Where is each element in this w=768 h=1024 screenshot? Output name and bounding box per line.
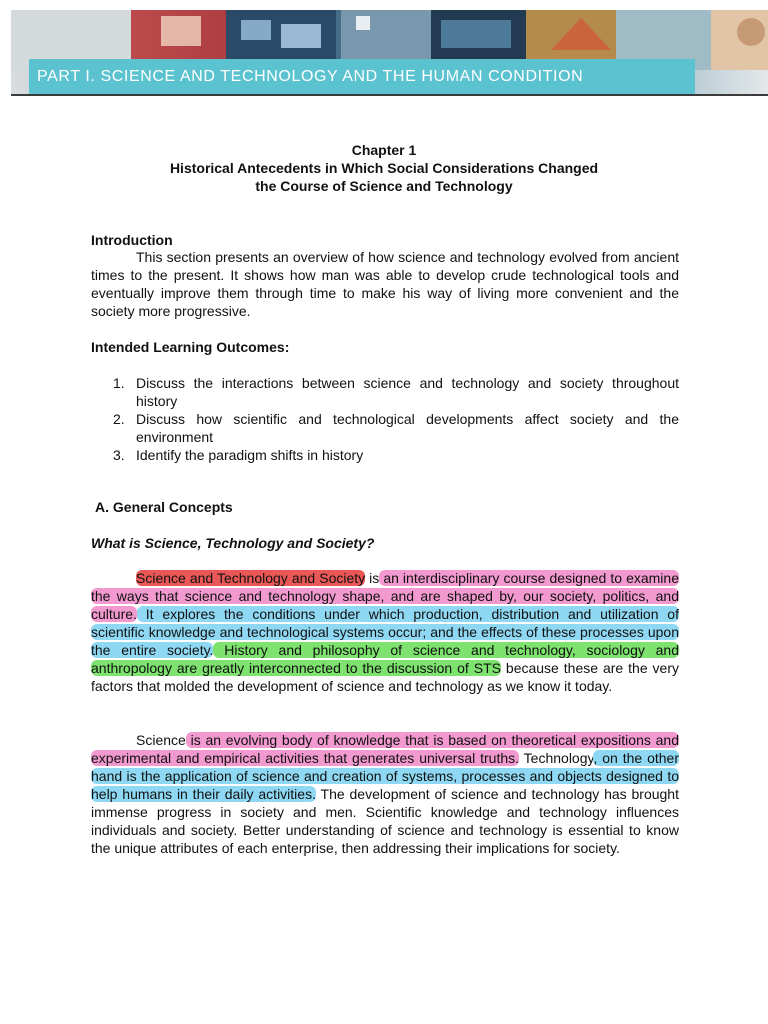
chapter-title-line-1: Historical Antecedents in Which Social Considerations Changed <box>169 160 599 176</box>
plain-text: Technology <box>519 750 594 766</box>
outcomes-heading: Intended Learning Outcomes: <box>91 339 290 355</box>
sts-question-heading: What is Science, Technology and Society? <box>91 535 375 551</box>
introduction-paragraph <box>91 248 679 320</box>
introduction-text: This section presents an overview of how science and technology evolved from ancient times to the present. It shows how man was able to develop crude technological tools and eventually improve them through time to make his way of living more convenient and the society more progressive. <box>91 249 679 319</box>
plain-text: Science <box>136 732 186 748</box>
list-item-text: Identify the paradigm shifts in history <box>136 447 364 463</box>
plain-text: because these are the very factors that molded the development of science and technology as we know it today. <box>91 660 679 694</box>
list-item <box>91 446 679 464</box>
list-item-text: Discuss the interactions between science and technology and society throughout history <box>136 375 679 409</box>
list-number: 3. <box>113 447 125 463</box>
part-title: PART I. SCIENCE AND TECHNOLOGY AND THE HUMAN CONDITION <box>37 67 584 85</box>
plain-text: is <box>365 570 380 586</box>
list-item <box>91 410 679 446</box>
banner-title-bar <box>29 59 695 94</box>
science-technology-paragraph <box>91 731 679 857</box>
list-number: 1. <box>113 375 125 391</box>
chapter-title-line-2: the Course of Science and Technology <box>255 178 513 194</box>
chapter-number: Chapter 1 <box>351 142 417 158</box>
list-number: 2. <box>113 411 125 427</box>
introduction-heading: Introduction <box>91 232 173 248</box>
highlight-blue: It explores the conditions under which production, distribution and utilization of scientific knowledge and technological systems occur; and the effects of these processes upon the entire society. <box>91 606 679 658</box>
banner-bottom-strip <box>11 94 768 96</box>
header-banner <box>11 10 768 96</box>
highlight-blue: , on the other hand is the application of science and creation of systems, processes and objects designed to help humans in their daily activities. <box>91 750 679 802</box>
highlight-pink: an interdisciplinary course designed to examine the ways that science and technology shape, and are shaped by, our society, politics, and culture. <box>91 570 679 622</box>
outcomes-list <box>91 374 679 464</box>
highlight-green: History and philosophy of science and technology, sociology and anthropology are greatly interconnected to the discussion of STS <box>91 642 680 676</box>
general-concepts-heading: A. General Concepts <box>95 499 233 515</box>
list-item-text: Discuss how scientific and technological developments affect society and the environment <box>136 411 679 445</box>
list-item <box>91 374 679 410</box>
sts-definition-paragraph <box>91 569 679 695</box>
plain-text: The development of science and technology has brought immense progress in society and men. Scientific knowledge and technology influences individuals and society. Better understanding of science and technology is essential to know the unique attributes of each enterprise, then addressing their implications for society. <box>91 786 679 856</box>
highlight-red: Science and Technology and Society <box>136 570 366 586</box>
highlight-pink: is an evolving body of knowledge that is based on theoretical expositions and experimental and empirical activities that generates universal truths. <box>91 732 679 766</box>
